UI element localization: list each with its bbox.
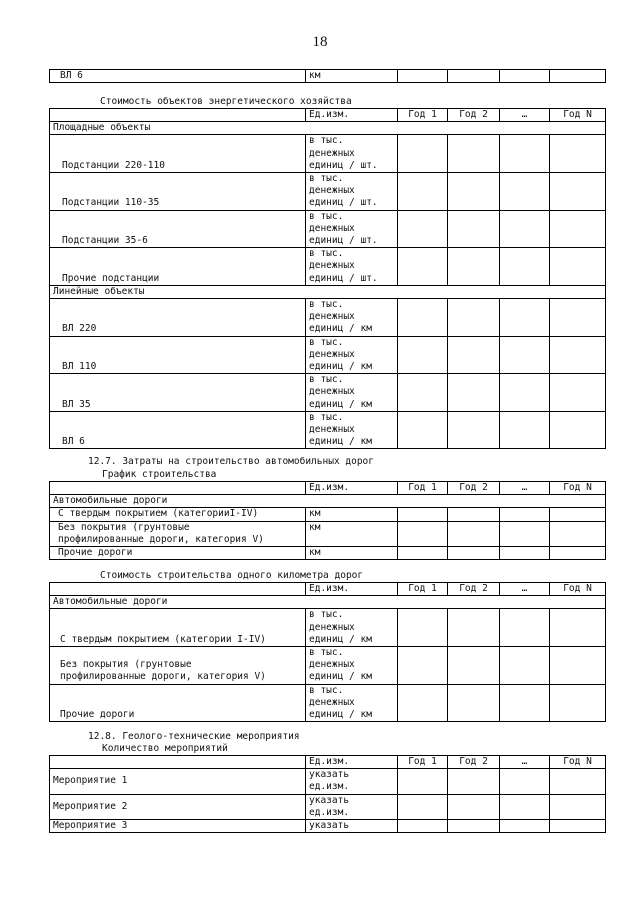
group-row: [50, 495, 606, 508]
unit-line: денежных: [309, 696, 355, 708]
unit-line: единиц / км: [309, 709, 372, 721]
row-name: Мероприятие 1: [50, 769, 306, 794]
header-year2: Год 2: [448, 482, 500, 495]
header-year2: Год 2: [448, 109, 500, 122]
name-line: профилированные дороги, категория V): [58, 533, 264, 545]
row-name: [50, 647, 306, 685]
table-row: [50, 647, 606, 685]
unit-line: денежных: [309, 222, 355, 234]
row-unit: [306, 248, 398, 286]
group-label: Линейные объекты: [50, 285, 606, 298]
unit-line: указать: [309, 820, 350, 832]
unit-line: указать: [309, 794, 350, 806]
unit-line: единиц / шт.: [309, 197, 378, 209]
row-name: С твердым покрытием (категории I-IV): [50, 609, 306, 647]
table-row: [50, 70, 606, 83]
row-name: Мероприятие 2: [50, 794, 306, 819]
unit-line: денежных: [309, 348, 355, 360]
row-name: Прочие дороги: [50, 684, 306, 722]
unit-line: денежных: [309, 424, 355, 436]
group-label: Автомобильные дороги: [50, 495, 606, 508]
table-row: [50, 299, 606, 337]
table-row: [50, 684, 606, 722]
unit-line: денежных: [309, 185, 355, 197]
table-row: [50, 210, 606, 248]
unit-line: в тыс.: [309, 210, 344, 222]
unit-line: денежных: [309, 659, 355, 671]
row-unit: [306, 374, 398, 412]
header-year1: Год 1: [398, 482, 448, 495]
row-name: Подстанции 35-6: [50, 210, 306, 248]
table-row: [50, 609, 606, 647]
unit-line: единиц / шт.: [309, 159, 378, 171]
row-name: Прочие дороги: [50, 547, 306, 560]
table-row: [50, 794, 606, 819]
roads-section-heading: 12.7. Затраты на строительство автомобильных дорог: [88, 456, 374, 467]
unit-line: единиц / км: [309, 398, 372, 410]
table-row: [50, 508, 606, 521]
header-unit: Ед.изм.: [306, 756, 398, 769]
row-unit: [306, 647, 398, 685]
row-name: ВЛ 35: [50, 374, 306, 412]
geo-section-heading: 12.8. Геолого-технические мероприятия: [88, 731, 300, 742]
unit-line: в тыс.: [309, 609, 344, 621]
unit-line: в тыс.: [309, 336, 344, 348]
table-row: [50, 547, 606, 560]
header-yearn: Год N: [550, 756, 606, 769]
row-name: С твердым покрытием (категорииI-IV): [50, 508, 306, 521]
energy-caption: Стоимость объектов энергетического хозяйства: [100, 96, 352, 107]
row-name: ВЛ 6: [50, 411, 306, 449]
name-line: Без покрытия (грунтовые: [60, 659, 192, 671]
table-row: [50, 374, 606, 412]
road-cost-caption: Стоимость строительства одного километра дорог: [100, 570, 364, 581]
unit-line: денежных: [309, 260, 355, 272]
header-dots: …: [500, 756, 550, 769]
roads-schedule-table: [49, 481, 606, 560]
row-unit: [306, 173, 398, 211]
table-row: [50, 336, 606, 374]
table-row: [50, 135, 606, 173]
continuation-table: [49, 69, 606, 83]
row-unit: км: [306, 70, 398, 83]
header-row: [50, 583, 606, 596]
table-row: [50, 769, 606, 794]
row-name: [50, 521, 306, 546]
page-number: 18: [312, 34, 328, 50]
unit-line: ед.изм.: [309, 806, 350, 818]
unit-line: в тыс.: [309, 173, 344, 185]
header-row: [50, 109, 606, 122]
group-label: Автомобильные дороги: [50, 596, 606, 609]
header-year1: Год 1: [398, 756, 448, 769]
header-unit: Ед.изм.: [306, 482, 398, 495]
header-yearn: Год N: [550, 109, 606, 122]
table-row: [50, 411, 606, 449]
row-name: ВЛ 6: [50, 70, 306, 83]
row-name: ВЛ 110: [50, 336, 306, 374]
header-dots: …: [500, 482, 550, 495]
row-name: ВЛ 220: [50, 299, 306, 337]
table-row: [50, 248, 606, 286]
roads-caption: График строительства: [102, 469, 217, 480]
header-year1: Год 1: [398, 109, 448, 122]
header-year2: Год 2: [448, 756, 500, 769]
unit-line: единиц / км: [309, 323, 372, 335]
row-name: Мероприятие 3: [50, 820, 306, 833]
row-unit: [306, 336, 398, 374]
unit-line: единиц / км: [309, 436, 372, 448]
geo-caption: Количество мероприятий: [102, 743, 228, 754]
row-unit: [306, 794, 398, 819]
unit-line: указать: [309, 769, 350, 781]
row-unit: [306, 210, 398, 248]
row-unit: км: [306, 521, 398, 546]
header-yearn: Год N: [550, 583, 606, 596]
unit-line: в тыс.: [309, 684, 344, 696]
unit-line: единиц / км: [309, 633, 372, 645]
group-label: Площадные объекты: [50, 122, 606, 135]
table-row: [50, 820, 606, 833]
header-unit: Ед.изм.: [306, 109, 398, 122]
row-name: Прочие подстанции: [50, 248, 306, 286]
unit-line: в тыс.: [309, 374, 344, 386]
row-unit: [306, 820, 398, 833]
unit-line: в тыс.: [309, 299, 344, 311]
group-row: [50, 122, 606, 135]
header-row: [50, 756, 606, 769]
unit-line: ед.изм.: [309, 781, 350, 793]
name-line: профилированные дороги, категория V): [60, 671, 266, 683]
row-name: Подстанции 220-110: [50, 135, 306, 173]
unit-line: в тыс.: [309, 647, 344, 659]
header-row: [50, 482, 606, 495]
table-row: [50, 521, 606, 546]
unit-line: в тыс.: [309, 411, 344, 423]
header-dots: …: [500, 583, 550, 596]
road-cost-table: [49, 582, 606, 722]
energy-cost-table: [49, 108, 606, 449]
header-year1: Год 1: [398, 583, 448, 596]
unit-line: единиц / км: [309, 361, 372, 373]
unit-line: денежных: [309, 621, 355, 633]
header-unit: Ед.изм.: [306, 583, 398, 596]
unit-line: единиц / км: [309, 671, 372, 683]
row-unit: [306, 684, 398, 722]
row-unit: [306, 135, 398, 173]
row-unit: км: [306, 508, 398, 521]
name-line: Без покрытия (грунтовые: [58, 521, 190, 533]
unit-line: в тыс.: [309, 248, 344, 260]
header-dots: …: [500, 109, 550, 122]
row-unit: [306, 299, 398, 337]
group-row: [50, 285, 606, 298]
row-unit: км: [306, 547, 398, 560]
unit-line: денежных: [309, 311, 355, 323]
row-name: Подстанции 110-35: [50, 173, 306, 211]
row-unit: [306, 769, 398, 794]
row-unit: [306, 411, 398, 449]
header-yearn: Год N: [550, 482, 606, 495]
unit-line: денежных: [309, 147, 355, 159]
unit-line: денежных: [309, 386, 355, 398]
group-row: [50, 596, 606, 609]
table-row: [50, 173, 606, 211]
header-year2: Год 2: [448, 583, 500, 596]
unit-line: в тыс.: [309, 135, 344, 147]
unit-line: единиц / шт.: [309, 235, 378, 247]
geo-table: [49, 755, 606, 833]
unit-line: единиц / шт.: [309, 272, 378, 284]
row-unit: [306, 609, 398, 647]
